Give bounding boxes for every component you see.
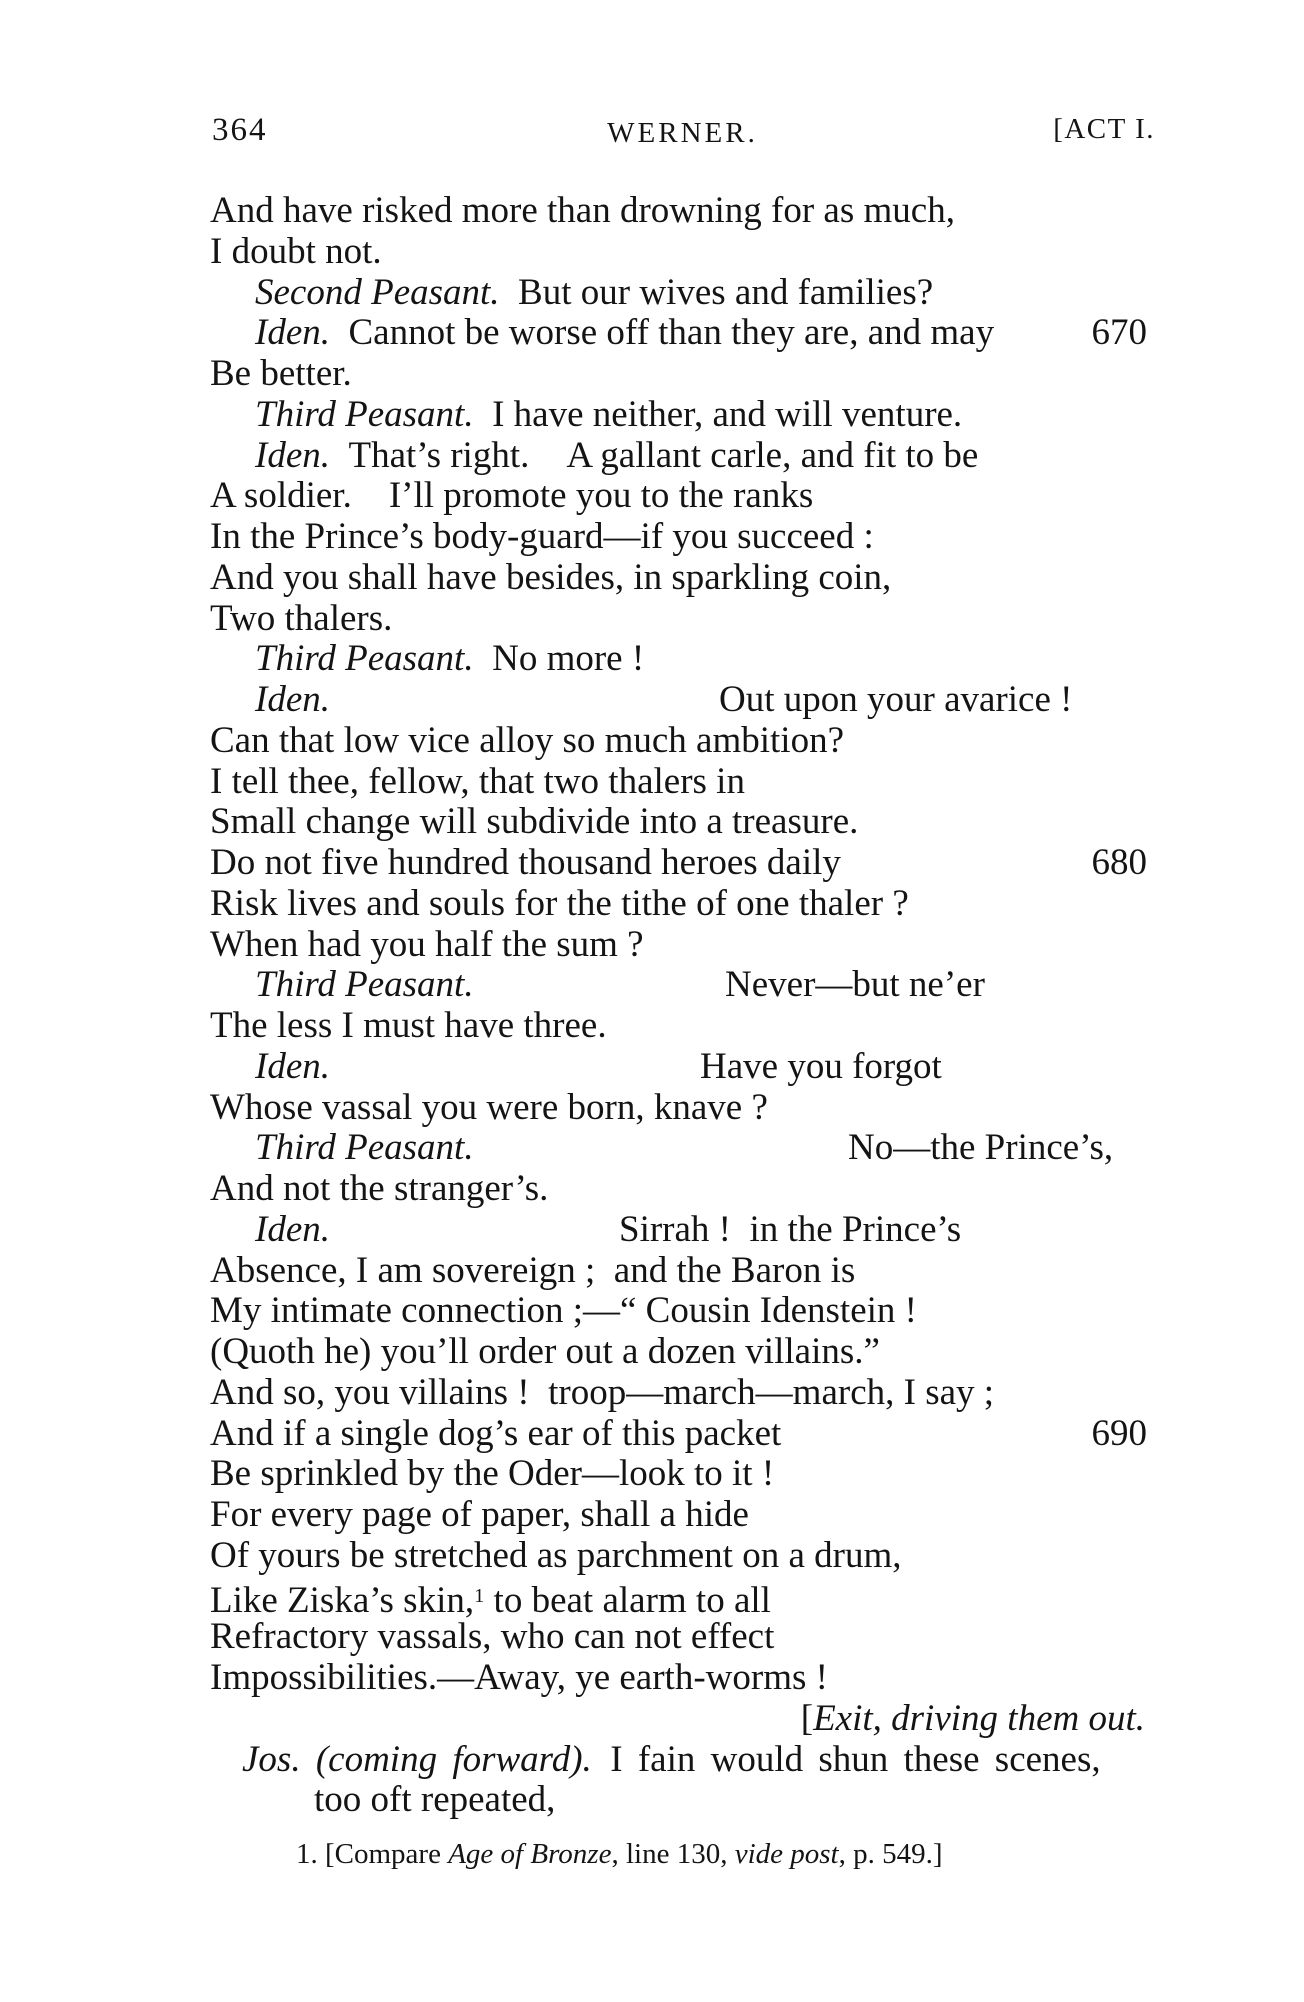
verse-line xyxy=(0,516,1304,557)
text-run: I doubt not. xyxy=(210,231,382,272)
text-run: Cannot be worse off than they are, and may xyxy=(330,312,995,353)
speaker-name: Iden. xyxy=(255,435,330,476)
text-run: Impossibilities.—Away, ye earth-worms ! xyxy=(210,1657,828,1698)
verse-line xyxy=(0,1657,1304,1698)
text-run: No—the Prince’s, xyxy=(848,1127,1114,1168)
verse-line xyxy=(0,1779,1304,1820)
verse-line xyxy=(0,761,1304,802)
text-run: But our wives and families? xyxy=(499,272,934,313)
verse-line xyxy=(0,842,1304,883)
dialogue-continuation xyxy=(619,1209,961,1250)
text-run: Absence, I am sovereign ; and the Baron is xyxy=(210,1250,856,1291)
text-run: And not the stranger’s. xyxy=(210,1168,549,1209)
text-run: Be better. xyxy=(210,353,352,394)
text-run: In the Prince’s body-guard—if you succeed : xyxy=(210,516,874,557)
verse-line xyxy=(0,1494,1304,1535)
text-run: Risk lives and souls for the tithe of one thaler ? xyxy=(210,883,909,924)
verse-line xyxy=(0,475,1304,516)
verse-line xyxy=(0,353,1304,394)
text-run: 1. [Compare xyxy=(296,1838,449,1870)
speaker-name: Iden. xyxy=(255,1046,330,1087)
dialogue-continuation xyxy=(725,964,985,1005)
verse-line xyxy=(0,638,1304,679)
verse-line xyxy=(0,801,1304,842)
text-run: (Quoth he) you’ll order out a dozen villains.” xyxy=(210,1331,880,1372)
dialogue-continuation xyxy=(719,679,1072,720)
text-run: Whose vassal you were born, knave ? xyxy=(210,1087,768,1128)
text-run: Like Ziska’s skin, xyxy=(210,1580,475,1622)
stage-direction xyxy=(0,1698,1304,1739)
dialogue-continuation xyxy=(848,1127,1113,1168)
text-run: No more ! xyxy=(473,638,645,679)
verse-line xyxy=(0,964,1304,1005)
speaker-name: Jos. (coming forward). xyxy=(242,1739,592,1780)
verse-line xyxy=(0,1046,1304,1087)
verse-line xyxy=(0,1087,1304,1128)
verse-line xyxy=(0,1576,1304,1622)
line-number: 680 xyxy=(1091,842,1147,883)
verse-line xyxy=(0,598,1304,639)
verse-line xyxy=(0,720,1304,761)
line-number: 690 xyxy=(1091,1413,1147,1454)
verse-line xyxy=(0,1739,1304,1780)
verse-line xyxy=(0,1372,1304,1413)
verse-line xyxy=(0,557,1304,598)
text-run: Age of Bronze xyxy=(448,1838,612,1870)
text-run: Out upon your avarice ! xyxy=(719,679,1073,720)
text-run: , line 130, xyxy=(611,1838,735,1870)
footnote-marker: 1 xyxy=(474,1585,485,1607)
verse-line xyxy=(0,1127,1304,1168)
verse-line xyxy=(0,1168,1304,1209)
verse-line xyxy=(0,1250,1304,1291)
text-run: And if a single dog’s ear of this packet xyxy=(210,1413,782,1454)
verse-line xyxy=(0,924,1304,965)
text-run: Have you forgot xyxy=(700,1046,942,1087)
verse-line xyxy=(0,1005,1304,1046)
verse-line xyxy=(0,1453,1304,1494)
text-run: I have neither, and will venture. xyxy=(473,394,963,435)
text-run: I fain would shun these scenes, xyxy=(591,1739,1101,1780)
text-run: vide post xyxy=(734,1838,839,1870)
text-run: , p. 549.] xyxy=(838,1838,943,1870)
text-run: Never—but ne’er xyxy=(725,964,985,1005)
verse-line xyxy=(0,1209,1304,1250)
speaker-name: Iden. xyxy=(255,679,330,720)
text-run: Two thalers. xyxy=(210,598,393,639)
running-title: WERNER. xyxy=(607,117,758,149)
verse-line xyxy=(0,190,1304,231)
text-run: The less I must have three. xyxy=(210,1005,607,1046)
text-run: Refractory vassals, who can not effect xyxy=(210,1616,775,1657)
footnote xyxy=(0,1838,1304,1879)
speaker-name: Third Peasant. xyxy=(255,964,474,1005)
text-run: to beat alarm to all xyxy=(484,1580,771,1622)
speaker-name: Second Peasant. xyxy=(255,272,500,313)
text-run: A soldier. I’ll promote you to the ranks xyxy=(210,475,814,516)
text-run: And you shall have besides, in sparkling coin, xyxy=(210,557,892,598)
stage-direction-text: Exit, driving them out. xyxy=(813,1698,1145,1739)
text-run: Small change will subdivide into a treasure. xyxy=(210,801,859,842)
speaker-name: Iden. xyxy=(255,312,330,353)
text-run: Can that low vice alloy so much ambition? xyxy=(210,720,845,761)
text-run: My intimate connection ;—“ Cousin Idenstein ! xyxy=(210,1290,917,1331)
verse-line xyxy=(0,1616,1304,1657)
verse-line xyxy=(0,1535,1304,1576)
verse-line xyxy=(0,394,1304,435)
text-run: When had you half the sum ? xyxy=(210,924,644,965)
text-run: Sirrah ! in the Prince’s xyxy=(619,1209,962,1250)
text-run: Be sprinkled by the Oder—look to it ! xyxy=(210,1453,775,1494)
speaker-name: Third Peasant. xyxy=(255,1127,474,1168)
text-run: too oft repeated, xyxy=(314,1779,556,1820)
verse-line xyxy=(0,231,1304,272)
verse-line xyxy=(0,1331,1304,1372)
bracket: [ xyxy=(800,1698,814,1739)
text-run: Of yours be stretched as parchment on a drum, xyxy=(210,1535,902,1576)
text-run: I tell thee, fellow, that two thalers in xyxy=(210,761,745,802)
dialogue-continuation xyxy=(700,1046,942,1087)
act-header: [ACT I. xyxy=(1053,113,1155,145)
text-run: And so, you villains ! troop—march—march, I say ; xyxy=(210,1372,995,1413)
verse-line xyxy=(0,1413,1304,1454)
text-run: Do not five hundred thousand heroes daily xyxy=(210,842,841,883)
verse-line xyxy=(0,883,1304,924)
verse-line xyxy=(0,1290,1304,1331)
speaker-name: Third Peasant. xyxy=(255,638,474,679)
verse-line xyxy=(0,312,1304,353)
speaker-name: Iden. xyxy=(255,1209,330,1250)
text-run: For every page of paper, shall a hide xyxy=(210,1494,749,1535)
verse-line xyxy=(0,435,1304,476)
verse-line xyxy=(0,272,1304,313)
verse-line xyxy=(0,679,1304,720)
text-run: That’s right. A gallant carle, and fit to be xyxy=(330,435,979,476)
page-number: 364 xyxy=(212,112,268,148)
speaker-name: Third Peasant. xyxy=(255,394,474,435)
text-run: And have risked more than drowning for as much, xyxy=(210,190,955,231)
line-number: 670 xyxy=(1091,312,1147,353)
